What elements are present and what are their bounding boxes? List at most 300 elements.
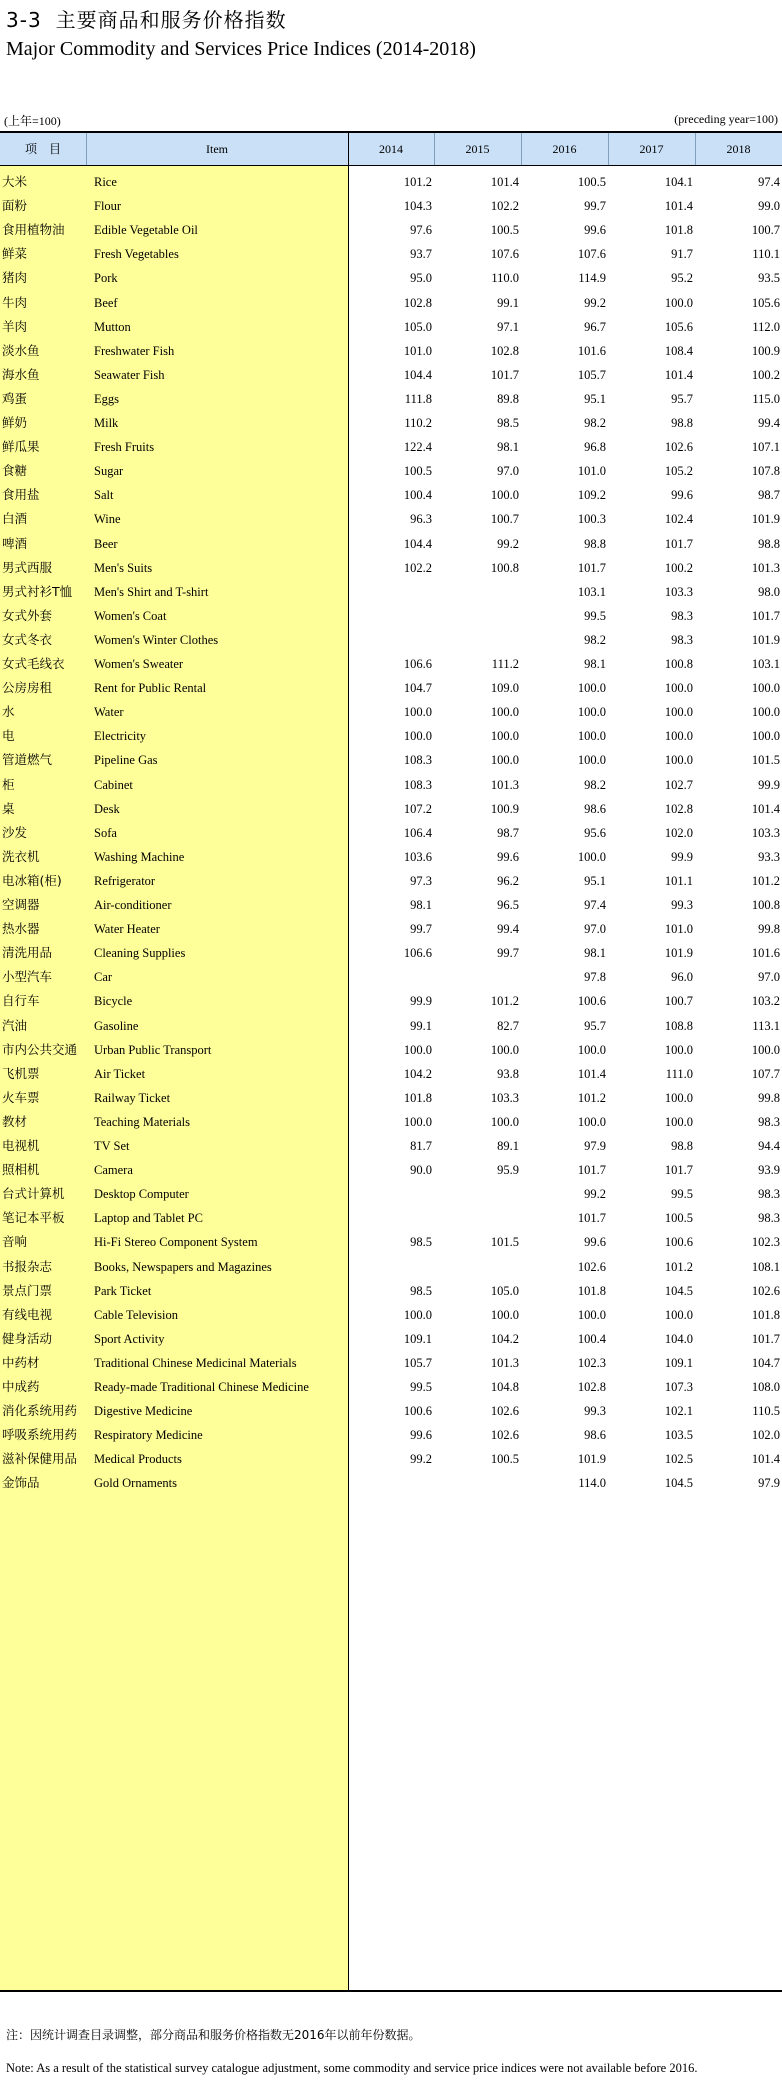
- item-name-cn: 照相机: [2, 1162, 40, 1178]
- index-value: 107.1: [751, 440, 780, 455]
- index-value: 111.0: [665, 1066, 693, 1081]
- index-value: 101.7: [490, 367, 519, 382]
- index-value: 103.6: [403, 849, 432, 864]
- item-name-cn: 热水器: [2, 921, 40, 937]
- index-value: 99.6: [584, 1235, 606, 1250]
- index-value: 104.5: [664, 1283, 693, 1298]
- item-name-en: Fresh Fruits: [94, 440, 155, 455]
- index-value: 101.7: [577, 560, 606, 575]
- item-name-cn: 男式西服: [2, 559, 53, 575]
- index-value: 97.0: [497, 464, 519, 479]
- index-value: 100.0: [664, 295, 693, 310]
- item-name-cn: 鸡蛋: [2, 390, 28, 406]
- index-value: 100.0: [490, 488, 519, 503]
- table-number: 3-3: [6, 8, 42, 32]
- index-value: 101.7: [664, 536, 693, 551]
- index-value: 100.0: [577, 849, 606, 864]
- index-value: 99.2: [410, 1452, 432, 1467]
- item-name-en: Men's Suits: [94, 560, 153, 575]
- index-value: 104.8: [490, 1380, 519, 1394]
- index-value: 105.0: [403, 319, 432, 334]
- footnote-cn: 注：因统计调查目录调整，部分商品和服务价格指数无2016年以前年份数据。: [6, 2028, 421, 2042]
- index-value: 103.3: [664, 584, 693, 599]
- index-value: 95.1: [584, 391, 606, 406]
- item-name-en: Fresh Vegetables: [94, 247, 179, 262]
- index-value: 102.8: [577, 1380, 606, 1394]
- index-value: 91.7: [671, 247, 693, 262]
- index-value: 100.0: [403, 1307, 432, 1322]
- index-value: 99.4: [758, 416, 780, 430]
- item-name-en: Car: [94, 970, 113, 985]
- index-value: 98.7: [758, 488, 780, 503]
- index-value: 97.9: [758, 1476, 780, 1491]
- index-value: 99.6: [584, 223, 606, 238]
- index-value: 101.8: [403, 1090, 432, 1105]
- item-name-cn: 笔记本平板: [2, 1210, 65, 1226]
- item-name-en: Electricity: [94, 729, 147, 744]
- item-name-cn: 鲜奶: [2, 415, 28, 430]
- item-name-cn: 面粉: [2, 198, 28, 214]
- item-name-cn: 水: [2, 704, 15, 720]
- index-value: 97.0: [584, 922, 606, 937]
- item-name-en: Rent for Public Rental: [94, 681, 207, 696]
- index-value: 99.2: [584, 295, 606, 310]
- item-name-cn: 羊肉: [2, 318, 28, 334]
- index-value: 106.4: [403, 825, 432, 840]
- index-value: 100.7: [751, 223, 780, 238]
- index-value: 100.0: [403, 1114, 432, 1129]
- header-year: 2018: [726, 142, 751, 156]
- item-name-en: Freshwater Fish: [94, 343, 175, 358]
- index-value: 102.7: [664, 777, 693, 792]
- item-name-cn: 空调器: [2, 897, 40, 912]
- index-value: 100.5: [490, 1452, 519, 1467]
- item-name-cn: 女式外套: [2, 607, 53, 623]
- index-value: 98.6: [584, 1428, 606, 1443]
- index-value: 100.6: [664, 1235, 693, 1250]
- index-value: 100.0: [577, 729, 606, 744]
- index-value: 81.7: [410, 1139, 432, 1153]
- index-value: 108.3: [403, 777, 432, 792]
- item-name-en: Gold Ornaments: [94, 1476, 177, 1491]
- index-value: 101.0: [577, 464, 606, 479]
- index-value: 98.2: [584, 632, 606, 647]
- index-value: 109.1: [664, 1355, 693, 1370]
- index-value: 98.3: [758, 1187, 780, 1202]
- index-value: 101.6: [577, 343, 606, 358]
- item-name-en: Respiratory Medicine: [94, 1428, 203, 1443]
- item-name-cn: 公房房租: [2, 680, 53, 696]
- index-value: 98.8: [671, 1139, 693, 1153]
- index-value: 109.2: [577, 488, 606, 503]
- index-value: 99.7: [497, 946, 519, 961]
- index-value: 99.7: [584, 199, 606, 214]
- index-value: 99.3: [671, 898, 693, 912]
- item-name-en: Beef: [94, 295, 118, 310]
- index-value: 101.8: [577, 1283, 606, 1298]
- index-value: 100.0: [664, 1114, 693, 1129]
- index-value: 99.1: [410, 1018, 432, 1033]
- index-value: 112.0: [752, 319, 780, 334]
- index-value: 100.0: [490, 1042, 519, 1057]
- index-value: 100.0: [490, 1307, 519, 1322]
- index-value: 100.0: [664, 681, 693, 696]
- index-value: 105.0: [490, 1283, 519, 1298]
- index-value: 99.3: [584, 1404, 606, 1419]
- index-value: 96.3: [410, 512, 432, 527]
- index-value: 99.4: [497, 922, 519, 937]
- item-name-en: Gasoline: [94, 1018, 139, 1033]
- item-name-cn: 教材: [2, 1113, 28, 1129]
- unit-note-cn: (上年=100): [4, 114, 61, 128]
- index-value: 110.0: [491, 271, 519, 286]
- item-name-en: Urban Public Transport: [94, 1042, 212, 1057]
- index-value: 102.1: [664, 1404, 693, 1419]
- item-name-cn: 台式计算机: [2, 1186, 65, 1202]
- index-value: 101.4: [751, 1452, 780, 1467]
- item-name-cn: 呼吸系统用药: [2, 1427, 78, 1443]
- item-name-en: Sugar: [94, 464, 124, 479]
- bottom-rule: [0, 1990, 782, 1992]
- index-value: 104.0: [664, 1331, 693, 1346]
- index-value: 101.6: [751, 946, 780, 961]
- item-name-cn: 自行车: [2, 993, 40, 1009]
- index-value: 100.0: [577, 681, 606, 696]
- index-value: 100.9: [751, 343, 780, 358]
- index-value: 114.9: [578, 271, 606, 286]
- item-name-cn: 女式冬衣: [2, 631, 53, 647]
- item-name-cn: 书报杂志: [2, 1258, 53, 1274]
- index-value: 101.2: [664, 1259, 693, 1274]
- item-name-en: Teaching Materials: [94, 1114, 190, 1129]
- index-value: 99.8: [758, 1090, 780, 1105]
- item-name-en: Air Ticket: [94, 1066, 146, 1081]
- item-name-en: Water: [94, 705, 124, 720]
- index-value: 103.3: [490, 1090, 519, 1105]
- index-value: 100.0: [751, 1042, 780, 1057]
- index-value: 98.1: [410, 898, 432, 912]
- index-value: 104.4: [403, 367, 432, 382]
- item-name-cn: 淡水鱼: [2, 342, 40, 358]
- item-name-cn: 食用盐: [2, 487, 40, 503]
- index-value: 100.5: [490, 223, 519, 238]
- index-value: 97.8: [584, 970, 606, 985]
- index-value: 98.7: [497, 825, 519, 840]
- index-value: 102.8: [490, 343, 519, 358]
- index-value: 104.3: [403, 199, 432, 214]
- index-value: 100.7: [664, 994, 693, 1009]
- index-value: 101.4: [577, 1066, 606, 1081]
- index-value: 107.6: [490, 247, 519, 262]
- index-value: 95.7: [584, 1018, 606, 1033]
- index-value: 101.7: [577, 1163, 606, 1178]
- header-year: 2016: [552, 142, 577, 156]
- index-value: 103.3: [751, 825, 780, 840]
- index-value: 100.0: [577, 1114, 606, 1129]
- item-name-en: Desktop Computer: [94, 1187, 189, 1202]
- item-name-cn: 火车票: [2, 1089, 40, 1105]
- item-name-cn: 清洗用品: [2, 945, 53, 961]
- index-value: 99.9: [671, 849, 693, 864]
- item-name-en: Ready-made Traditional Chinese Medicine: [94, 1380, 309, 1394]
- item-name-en: Milk: [94, 416, 119, 430]
- index-value: 113.1: [752, 1018, 780, 1033]
- index-value: 102.5: [664, 1452, 693, 1467]
- table-title-en: Major Commodity and Services Price Indices (2014-2018): [6, 38, 476, 60]
- item-name-cn: 滋补保健用品: [2, 1451, 78, 1467]
- index-value: 100.5: [403, 464, 432, 479]
- index-value: 100.0: [490, 705, 519, 720]
- index-value: 100.4: [577, 1331, 606, 1346]
- index-value: 105.6: [751, 295, 780, 310]
- index-value: 98.1: [497, 440, 519, 455]
- index-value: 96.0: [671, 970, 693, 985]
- item-name-en: Washing Machine: [94, 849, 185, 864]
- item-name-en: Eggs: [94, 391, 119, 406]
- item-name-cn: 消化系统用药: [2, 1403, 78, 1419]
- index-value: 108.8: [664, 1018, 693, 1033]
- index-value: 110.1: [752, 247, 780, 262]
- item-name-en: Camera: [94, 1163, 133, 1178]
- index-value: 100.0: [403, 1042, 432, 1057]
- item-name-en: Medical Products: [94, 1452, 182, 1467]
- index-value: 104.4: [403, 536, 432, 551]
- index-value: 104.7: [751, 1355, 780, 1370]
- title-cn-text: 主要商品和服务价格指数: [55, 8, 287, 32]
- index-value: 101.9: [664, 946, 693, 961]
- index-value: 100.0: [664, 753, 693, 768]
- index-value: 104.2: [403, 1066, 432, 1081]
- item-name-cn: 鲜瓜果: [2, 439, 40, 455]
- index-value: 96.5: [497, 898, 519, 912]
- index-value: 99.5: [410, 1380, 432, 1394]
- index-value: 107.2: [403, 801, 432, 816]
- table-row: [0, 1467, 782, 1499]
- index-value: 108.3: [403, 753, 432, 768]
- item-name-en: Flour: [94, 199, 122, 214]
- index-value: 111.2: [491, 657, 519, 671]
- index-value: 100.0: [664, 1307, 693, 1322]
- index-value: 99.6: [497, 849, 519, 864]
- index-value: 93.9: [758, 1163, 780, 1178]
- index-value: 94.4: [758, 1139, 780, 1153]
- index-value: 122.4: [403, 440, 432, 455]
- item-name-cn: 电视机: [2, 1138, 40, 1153]
- index-value: 102.6: [751, 1283, 780, 1298]
- index-value: 101.7: [751, 608, 780, 623]
- index-value: 101.2: [490, 994, 519, 1009]
- index-value: 101.8: [664, 223, 693, 238]
- index-value: 101.4: [664, 367, 693, 382]
- index-value: 111.8: [404, 391, 432, 406]
- index-value: 101.3: [751, 560, 780, 575]
- index-value: 104.5: [664, 1476, 693, 1491]
- index-value: 101.4: [751, 801, 780, 816]
- item-name-en: Park Ticket: [94, 1283, 152, 1298]
- index-value: 101.5: [490, 1235, 519, 1250]
- index-value: 102.8: [403, 295, 432, 310]
- item-name-cn: 飞机票: [2, 1065, 40, 1081]
- item-name-en: Edible Vegetable Oil: [94, 223, 198, 238]
- item-name-cn: 健身活动: [2, 1330, 53, 1346]
- index-value: 100.0: [751, 681, 780, 696]
- index-value: 101.1: [664, 873, 693, 888]
- index-value: 102.6: [490, 1404, 519, 1419]
- index-value: 104.1: [664, 175, 693, 189]
- item-name-cn: 食用植物油: [2, 222, 65, 238]
- index-value: 102.2: [403, 560, 432, 575]
- index-value: 100.3: [577, 512, 606, 527]
- index-value: 101.0: [664, 922, 693, 937]
- index-value: 100.9: [490, 801, 519, 816]
- index-value: 99.8: [758, 922, 780, 937]
- item-name-en: Seawater Fish: [94, 367, 165, 382]
- index-value: 98.5: [497, 416, 519, 430]
- item-name-cn: 啤酒: [2, 535, 28, 551]
- item-name-cn: 小型汽车: [2, 969, 53, 985]
- header-year: 2017: [639, 142, 664, 156]
- index-value: 90.0: [410, 1163, 432, 1178]
- index-value: 89.1: [497, 1139, 519, 1153]
- item-name-en: Rice: [94, 175, 117, 189]
- index-value: 100.6: [577, 994, 606, 1009]
- index-value: 101.2: [577, 1090, 606, 1105]
- index-value: 98.5: [410, 1235, 432, 1250]
- item-name-en: Salt: [94, 488, 114, 503]
- index-value: 100.0: [751, 729, 780, 744]
- index-value: 99.6: [410, 1428, 432, 1443]
- unit-note-en: (preceding year=100): [674, 112, 778, 126]
- index-value: 99.5: [584, 608, 606, 623]
- index-value: 100.0: [577, 705, 606, 720]
- index-value: 98.2: [584, 416, 606, 430]
- index-value: 100.5: [664, 1211, 693, 1226]
- item-name-en: Pork: [94, 271, 118, 286]
- index-value: 98.8: [584, 536, 606, 551]
- index-value: 98.8: [671, 416, 693, 430]
- index-value: 98.1: [584, 946, 606, 961]
- item-name-en: Mutton: [94, 319, 131, 334]
- index-value: 100.0: [577, 753, 606, 768]
- index-value: 95.2: [671, 271, 693, 286]
- index-value: 89.8: [497, 391, 519, 406]
- index-value: 102.2: [490, 199, 519, 214]
- item-name-cn: 白酒: [2, 511, 28, 527]
- index-value: 99.9: [758, 777, 780, 792]
- index-value: 98.2: [584, 777, 606, 792]
- index-value: 103.5: [664, 1428, 693, 1443]
- index-value: 109.1: [403, 1331, 432, 1346]
- index-value: 99.9: [410, 994, 432, 1009]
- index-value: 97.1: [497, 319, 519, 334]
- index-value: 97.6: [410, 223, 432, 238]
- item-name-cn: 牛肉: [2, 294, 28, 310]
- index-value: 98.3: [758, 1211, 780, 1226]
- item-name-cn: 猪肉: [2, 270, 28, 286]
- index-value: 101.7: [664, 1163, 693, 1178]
- index-value: 101.9: [751, 512, 780, 527]
- item-name-cn: 管道燃气: [2, 752, 53, 768]
- item-name-cn: 大米: [2, 174, 28, 189]
- index-value: 101.8: [751, 1307, 780, 1322]
- index-value: 95.1: [584, 873, 606, 888]
- item-name-en: Sport Activity: [94, 1331, 165, 1346]
- header-item-en: Item: [206, 142, 228, 156]
- index-value: 100.2: [751, 367, 780, 382]
- index-value: 95.7: [671, 391, 693, 406]
- item-name-en: Wine: [94, 512, 121, 527]
- item-name-cn: 鲜菜: [2, 246, 28, 262]
- index-value: 99.0: [758, 199, 780, 214]
- index-value: 103.1: [751, 657, 780, 671]
- item-name-cn: 海水鱼: [2, 366, 40, 382]
- index-value: 96.2: [497, 873, 519, 888]
- item-name-en: Beer: [94, 536, 118, 551]
- item-name-cn: 中成药: [2, 1379, 40, 1394]
- index-value: 93.3: [758, 849, 780, 864]
- index-value: 104.7: [403, 681, 432, 696]
- index-value: 106.6: [403, 657, 432, 671]
- index-value: 102.0: [664, 825, 693, 840]
- index-value: 100.0: [664, 705, 693, 720]
- index-value: 96.7: [584, 319, 606, 334]
- item-name-en: Hi-Fi Stereo Component System: [94, 1235, 258, 1250]
- index-value: 100.7: [490, 512, 519, 527]
- index-value: 105.7: [577, 367, 606, 382]
- index-value: 108.1: [751, 1259, 780, 1274]
- index-value: 99.5: [671, 1187, 693, 1202]
- index-value: 97.4: [758, 175, 780, 189]
- index-value: 98.5: [410, 1283, 432, 1298]
- index-value: 107.7: [751, 1066, 780, 1081]
- item-name-en: Water Heater: [94, 922, 160, 937]
- index-value: 101.4: [664, 199, 693, 214]
- index-value: 100.8: [490, 560, 519, 575]
- index-value: 103.1: [577, 584, 606, 599]
- index-value: 98.0: [758, 584, 780, 599]
- index-value: 98.3: [671, 608, 693, 623]
- index-value: 100.4: [403, 488, 432, 503]
- index-value: 99.2: [497, 536, 519, 551]
- item-name-en: TV Set: [94, 1139, 130, 1153]
- item-name-en: Men's Shirt and T-shirt: [94, 584, 209, 599]
- index-value: 106.6: [403, 946, 432, 961]
- index-value: 95.9: [497, 1163, 519, 1178]
- index-value: 100.0: [490, 729, 519, 744]
- index-value: 101.0: [403, 343, 432, 358]
- index-value: 102.4: [664, 512, 693, 527]
- index-value: 100.0: [490, 1114, 519, 1129]
- index-value: 97.9: [584, 1139, 606, 1153]
- item-name-cn: 汽油: [2, 1017, 28, 1033]
- index-value: 100.0: [664, 1042, 693, 1057]
- index-value: 110.2: [404, 416, 432, 430]
- index-value: 107.6: [577, 247, 606, 262]
- index-value: 100.0: [403, 729, 432, 744]
- item-name-en: Pipeline Gas: [94, 753, 158, 768]
- index-value: 114.0: [578, 1476, 606, 1491]
- item-name-cn: 金饰品: [2, 1475, 40, 1491]
- index-value: 97.3: [410, 873, 432, 888]
- index-value: 95.6: [584, 825, 606, 840]
- header-year: 2015: [465, 142, 490, 156]
- item-name-en: Digestive Medicine: [94, 1404, 193, 1419]
- index-value: 100.0: [577, 1307, 606, 1322]
- index-value: 82.7: [497, 1018, 519, 1033]
- index-value: 95.0: [410, 271, 432, 286]
- index-value: 98.8: [758, 536, 780, 551]
- index-value: 105.2: [664, 464, 693, 479]
